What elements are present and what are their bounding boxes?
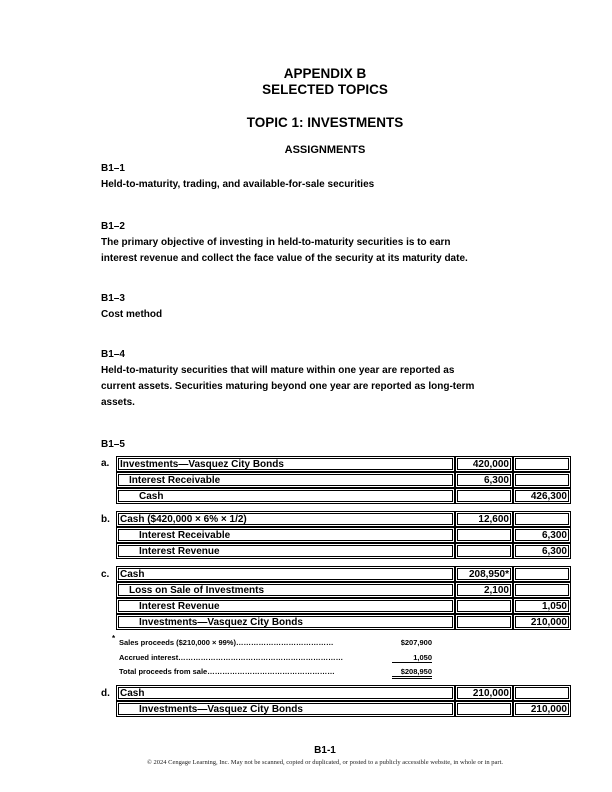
credit-cell	[513, 456, 571, 472]
debit-cell	[455, 527, 513, 543]
account-cell: Interest Revenue	[116, 598, 455, 614]
table-row	[116, 582, 571, 598]
debit-cell: 12,600	[455, 511, 513, 527]
table-row	[116, 685, 571, 701]
credit-cell: 6,300	[513, 543, 571, 559]
table-row	[116, 472, 571, 488]
b1-2-label: B1–2	[101, 221, 125, 232]
journal-entry-a	[116, 456, 571, 504]
account-cell: Cash ($420,000 × 6% × 1/2)	[116, 511, 455, 527]
account-cell: Investments—Vasquez City Bonds	[116, 614, 455, 630]
assignments-heading: ASSIGNMENTS	[284, 144, 366, 156]
table-row	[116, 701, 571, 717]
table-row	[116, 598, 571, 614]
note-label-2: Accrued interest…………………………………………………………	[119, 653, 344, 662]
appendix-title: APPENDIX B	[283, 66, 367, 81]
b1-4-answer-line2: current assets. Securities maturing beyond one year are reported as long-term	[101, 381, 475, 392]
account-cell: Interest Receivable	[116, 472, 455, 488]
part-a-letter: a.	[101, 458, 110, 469]
debit-cell: 420,000	[455, 456, 513, 472]
debit-cell	[455, 488, 513, 504]
account-cell: Interest Receivable	[116, 527, 455, 543]
note-value-sales-proceeds: $207,900	[400, 638, 432, 647]
account-cell: Cash	[116, 488, 455, 504]
b1-5-label: B1–5	[101, 439, 125, 450]
b1-3-label: B1–3	[101, 293, 125, 304]
credit-cell: 210,000	[513, 614, 571, 630]
account-cell: Loss on Sale of Investments	[116, 582, 455, 598]
debit-cell	[455, 701, 513, 717]
credit-cell	[513, 685, 571, 701]
account-cell: Investments—Vasquez City Bonds	[116, 701, 455, 717]
b1-3-answer: Cost method	[101, 309, 163, 320]
debit-cell: 6,300	[455, 472, 513, 488]
debit-cell	[455, 614, 513, 630]
note-label-3: Total proceeds from sale……………………………………………	[119, 667, 335, 676]
b1-4-answer-line1: Held-to-maturity securities that will mature within one year are reported as	[101, 365, 455, 376]
account-cell: Cash	[116, 566, 455, 582]
part-d-letter: d.	[101, 688, 110, 699]
debit-cell	[455, 598, 513, 614]
b1-2-answer-line2: interest revenue and collect the face value of the security at its maturity date.	[101, 253, 468, 264]
credit-cell	[513, 582, 571, 598]
table-row	[116, 456, 571, 472]
table-row	[116, 488, 571, 504]
copyright-notice: © 2024 Cengage Learning, Inc. May not be scanned, copied or duplicated, or posted to a publicly accessible website, in whole or in part.	[146, 759, 503, 766]
account-cell: Interest Revenue	[116, 543, 455, 559]
table-row	[116, 511, 571, 527]
credit-cell: 210,000	[513, 701, 571, 717]
note-value-accrued-interest: 1,050	[392, 653, 432, 663]
account-cell: Cash	[116, 685, 455, 701]
part-b-letter: b.	[101, 514, 110, 525]
b1-2-answer-line1: The primary objective of investing in held-to-maturity securities is to earn	[101, 237, 451, 248]
debit-cell: 210,000	[455, 685, 513, 701]
journal-entry-b	[116, 511, 571, 559]
journal-entry-d	[116, 685, 571, 717]
table-row	[116, 614, 571, 630]
debit-cell	[455, 543, 513, 559]
credit-cell: 1,050	[513, 598, 571, 614]
b1-1-answer: Held-to-maturity, trading, and available-for-sale securities	[101, 179, 375, 190]
part-c-letter: c.	[101, 569, 110, 580]
credit-cell	[513, 566, 571, 582]
credit-cell	[513, 472, 571, 488]
b1-1-label: B1–1	[101, 163, 125, 174]
note-value-total-proceeds: $208,950	[392, 667, 432, 679]
selected-topics-title: SELECTED TOPICS	[262, 82, 388, 97]
topic-title: TOPIC 1: INVESTMENTS	[246, 115, 404, 130]
debit-cell: 2,100	[455, 582, 513, 598]
footnote-marker: *	[112, 634, 116, 643]
account-cell: Investments—Vasquez City Bonds	[116, 456, 455, 472]
debit-cell: 208,950*	[455, 566, 513, 582]
credit-cell	[513, 511, 571, 527]
credit-cell: 426,300	[513, 488, 571, 504]
journal-entry-c	[116, 566, 571, 630]
b1-4-label: B1–4	[101, 349, 125, 360]
page-number: B1-1	[314, 745, 336, 756]
note-label-1: Sales proceeds ($210,000 × 99%)…………………………………	[119, 638, 334, 647]
table-row	[116, 543, 571, 559]
b1-4-answer-line3: assets.	[101, 397, 135, 408]
table-row	[116, 527, 571, 543]
table-row	[116, 566, 571, 582]
credit-cell: 6,300	[513, 527, 571, 543]
